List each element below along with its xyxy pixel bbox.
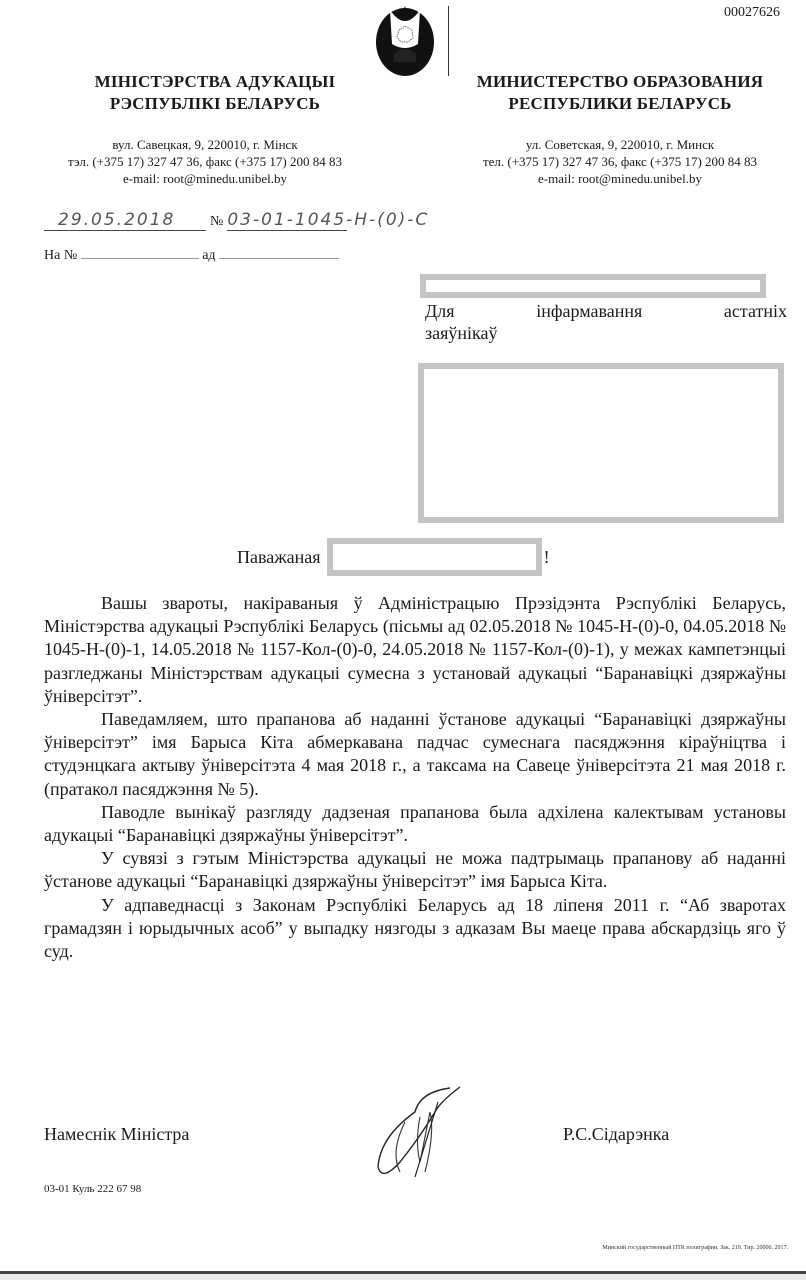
- paragraph: У сувязі з гэтым Міністэрства адукацыі не можа падтрымаць прапанову аб наданні ўстанове адукацыі “Баранавіцкі дзяржаўны ўніверсітэт” імя Барыса Кіта.: [44, 848, 786, 892]
- executor-reference: 03-01 Куль 222 67 98: [44, 1183, 142, 1195]
- paragraph: Паведамляем, што прапанова аб наданні ўстанове адукацыі “Баранавіцкі дзяржаўны ўніверсітэт” імя Барыса Кіта абмеркавана падчас сумеснага пасяджэння кіраўніцтва і студэнцкага актыву ўніверсітэта 4 мая 2018 г., а таксама на Савеце ўніверсітэта 21 мая 2018 г. (пратакол пасяджэння № 5).: [44, 709, 786, 799]
- org-name-line2: РЕСПУБЛИКИ БЕЛАРУСЬ: [508, 94, 732, 113]
- org-name-line1: МИНИСТЕРСТВО ОБРАЗОВАНИЯ: [476, 72, 764, 91]
- contact-block-russian: [445, 136, 795, 187]
- email: e-mail: root@minedu.unibel.by: [123, 171, 287, 186]
- viewer-bottom-strip: [0, 1274, 806, 1280]
- phone: тэл. (+375 17) 327 47 36, факс (+375 17) 200 84 83: [67, 154, 343, 169]
- salutation-prefix: Паважаная: [237, 547, 321, 567]
- document-number: 00027626: [724, 5, 780, 20]
- from-label: ад: [202, 248, 216, 263]
- belarus-state-emblem-icon: [372, 2, 438, 78]
- paragraph: Паводле вынікаў разгляду дадзеная прапанова была адхілена калектывам установы адукацыі “Баранавіцкі дзяржаўны ўніверсітэт”.: [44, 801, 786, 846]
- email: e-mail: root@minedu.unibel.by: [538, 171, 702, 186]
- org-name-russian: [445, 71, 795, 115]
- printer-imprint: Минский государственный ПТК полиграфии. Зак. 219. Тир. 20000. 2017.: [602, 1245, 788, 1251]
- contact-block-belarusian: [20, 136, 390, 187]
- phone: тел. (+375 17) 327 47 36, факс (+375 17) 200 84 83: [482, 154, 758, 169]
- redacted-salutation-name: [327, 538, 542, 576]
- addressee-line1: Для інфармавання астатніх: [425, 301, 787, 321]
- registration-line: [44, 210, 504, 234]
- redacted-recipient-address: [418, 363, 784, 523]
- reply-reference-line: [44, 244, 339, 264]
- org-name-line1: МІНІСТЭРСТВА АДУКАЦЫІ: [94, 72, 336, 91]
- letter-body: [44, 592, 786, 963]
- emblem-divider: [448, 6, 449, 76]
- org-name-belarusian: [30, 71, 400, 115]
- paragraph: Вашы звароты, накіраваныя ў Адміністрацыю Прэзідэнта Рэспублікі Беларусь, Міністэрства адукацыі Рэспублікі Беларусь (пісьмы ад 02.05.2018 № 1045-Н-(0)-0, 04.05.2018 № 1045-Н-(0)-1, 14.05.2018 № 1157-Кол-(0)-0, 24.05.2018 № 1157-Кол-(0)-1), у межах кампетэнцыі разгледжаны Міністэрствам адукацыі сумесна з установай адукацыі “Баранавіцкі дзяржаўны ўніверсітэт”.: [44, 593, 786, 706]
- from-blank: [219, 244, 339, 259]
- salutation-suffix: !: [543, 547, 550, 567]
- reply-to-blank: [81, 244, 199, 259]
- paragraph: У адпаведнасці з Законам Рэспублікі Беларусь ад 18 ліпеня 2011 г. “Аб зваротах грамадзян і юрыдычных асоб” у выпадку нязгоды з адказам Вы маеце права абскардзіць яго ў суд.: [44, 894, 786, 962]
- addressee-line2: заяўнікаў: [425, 323, 498, 343]
- salutation: [237, 538, 550, 576]
- handwritten-signature-icon: [360, 1082, 510, 1182]
- signatory-name: Р.С.Сідарэнка: [563, 1124, 670, 1144]
- org-name-line2: РЭСПУБЛІКІ БЕЛАРУСЬ: [109, 94, 321, 113]
- address: ул. Советская, 9, 220010, г. Минск: [525, 137, 715, 152]
- registration-number: 03-01-1045-Н-(0)-С: [227, 210, 430, 230]
- reply-to-label: На №: [44, 248, 78, 263]
- signatory-title: Намеснік Міністра: [44, 1124, 190, 1144]
- registration-date: 29.05.2018: [44, 210, 206, 231]
- address: вул. Савецкая, 9, 220010, г. Мінск: [112, 137, 298, 152]
- redacted-recipient-name: [420, 274, 766, 298]
- number-sign: №: [210, 214, 224, 229]
